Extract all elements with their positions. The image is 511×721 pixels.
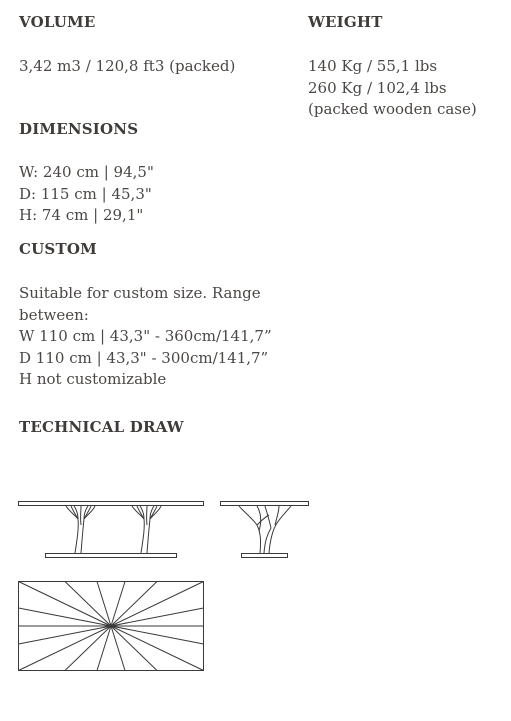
dimensions-values <box>19 162 154 227</box>
volume-line: 3,42 m3 / 120,8 ft3 (packed) <box>19 57 236 75</box>
dimension-height: H: 74 cm | 29,1" <box>19 206 144 224</box>
custom-line: D 110 cm | 43,3" - 300cm/141,7” <box>19 348 269 367</box>
custom-heading: CUSTOM <box>19 240 97 258</box>
dimension-width: W: 240 cm | 94,5" <box>19 163 154 181</box>
weight-heading: WEIGHT <box>308 13 383 31</box>
weight-values <box>308 56 477 121</box>
technical-draw-heading: TECHNICAL DRAW <box>19 418 184 436</box>
base-plate-front <box>46 554 177 558</box>
weight-line: 140 Kg / 55,1 lbs <box>308 57 438 75</box>
tabletop-front <box>19 502 204 506</box>
base-plate-side <box>242 554 288 558</box>
tabletop-side <box>221 502 309 506</box>
custom-line: Suitable for custom size. Range <box>19 284 261 302</box>
dimension-depth: D: 115 cm | 45,3" <box>19 184 152 203</box>
volume-values <box>19 56 235 78</box>
custom-line: W 110 cm | 43,3" - 360cm/141,7” <box>19 327 272 345</box>
custom-line: H not customizable <box>19 370 167 388</box>
side-tree-leg <box>239 506 291 553</box>
weight-line: (packed wooden case) <box>308 100 477 118</box>
weight-line: 260 Kg / 102,4 lbs <box>308 78 447 97</box>
custom-values <box>19 283 272 391</box>
custom-line: between: <box>19 305 89 324</box>
volume-heading: VOLUME <box>19 13 96 31</box>
right-tree-leg <box>132 506 161 553</box>
plan-view-drawing <box>15 578 207 674</box>
dimensions-heading: DIMENSIONS <box>19 120 139 138</box>
front-view-drawing <box>15 495 215 560</box>
left-tree-leg <box>66 506 95 553</box>
wood-grain-rays <box>19 582 204 671</box>
side-view-drawing <box>217 495 312 560</box>
